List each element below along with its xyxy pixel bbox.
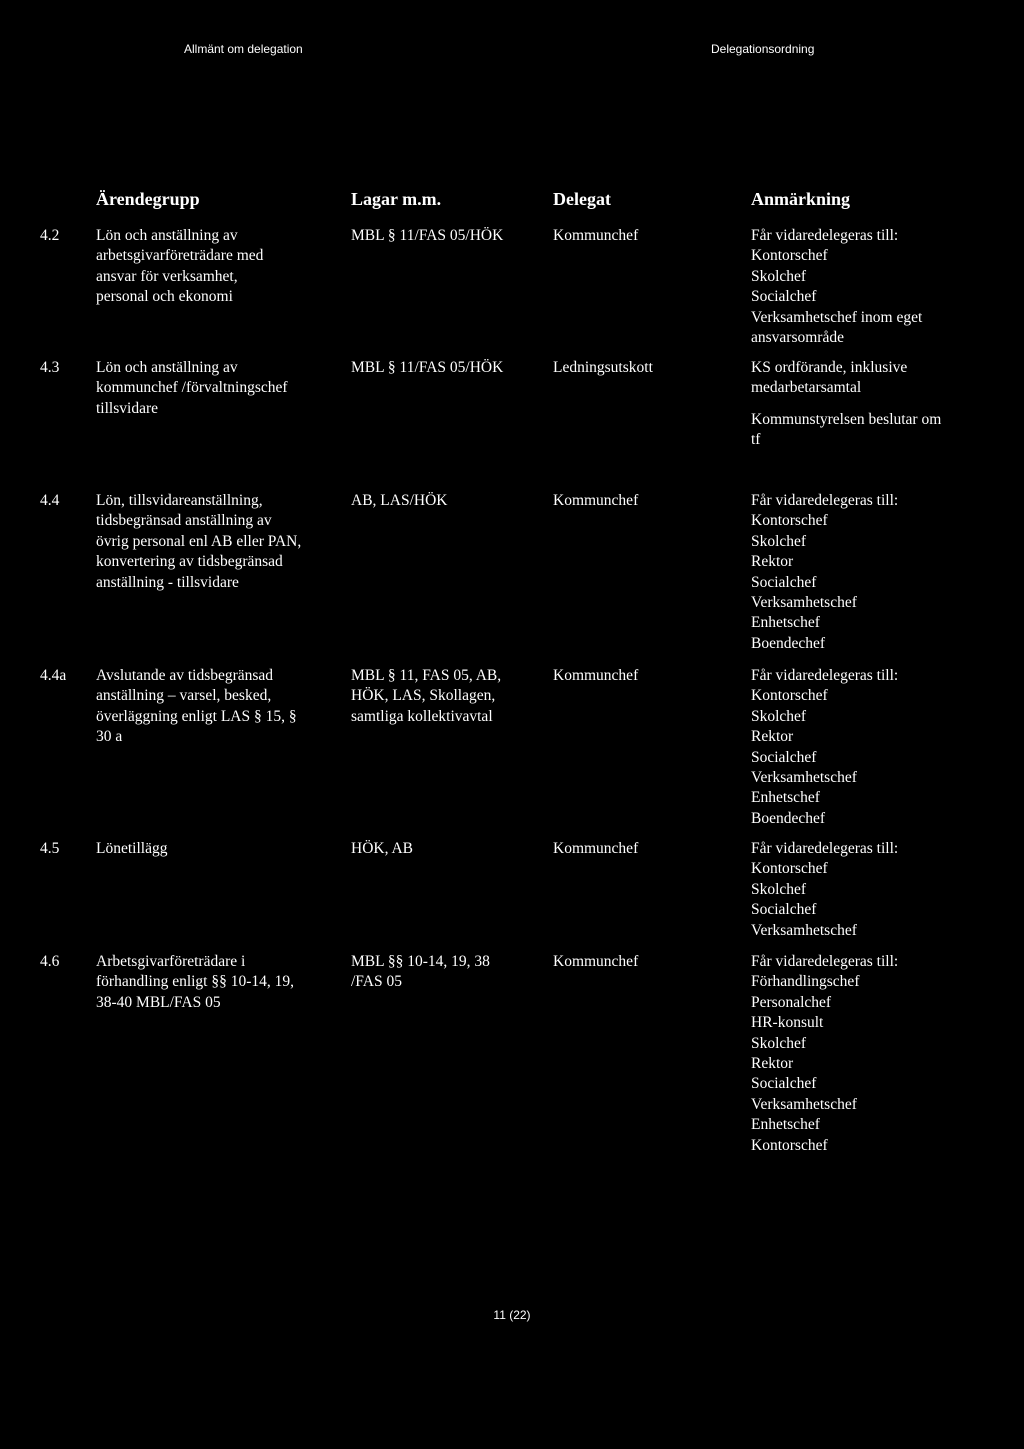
case-group-cell — [96, 666, 297, 748]
cell-line: 38-40 MBL/FAS 05 — [96, 993, 221, 1011]
cell-line: tillsvidare — [96, 399, 158, 417]
cell-line: Enhetschef — [751, 1116, 820, 1134]
delegate-cell — [553, 666, 638, 686]
cell-line: Enhetschef — [751, 789, 820, 807]
cell-line: Får vidaredelegeras till: — [751, 492, 899, 509]
cell-line: Kommunchef — [553, 227, 639, 244]
cell-line: medarbetarsamtal — [751, 379, 862, 397]
cell-line: Kommunstyrelsen beslutar om — [751, 410, 942, 428]
cell-line: kommunchef /förvaltningschef — [96, 379, 288, 397]
cell-line: Får vidaredelegeras till: — [751, 840, 899, 857]
cell-line: anställning – varsel, besked, — [96, 687, 272, 705]
cell-line: Ledningsutskott — [553, 359, 653, 376]
cell-line: Skolchef — [751, 880, 807, 898]
cell-line: Rektor — [751, 1055, 794, 1073]
cell-line: 30 a — [96, 728, 123, 746]
cell-line: Får vidaredelegeras till: — [751, 227, 899, 244]
cell-line: Socialchef — [751, 288, 817, 306]
cell-line: Avslutande av tidsbegränsad — [96, 667, 274, 684]
cell-line: Kontorschef — [751, 1136, 828, 1154]
cell-line: Enhetschef — [751, 614, 820, 632]
cell-line: HÖK, LAS, Skollagen, — [351, 687, 496, 705]
row-number: 4.4a — [40, 667, 67, 684]
cell-line: Kontorschef — [751, 687, 828, 705]
cell-line: Lön och anställning av — [96, 359, 238, 376]
row-number: 4.2 — [40, 227, 60, 244]
note-cell — [751, 952, 898, 1156]
cell-line: MBL § 11/FAS 05/HÖK — [351, 227, 504, 244]
cell-line: Kommunchef — [553, 953, 639, 970]
cell-line: Kommunchef — [553, 492, 639, 509]
cell-line: Rektor — [751, 728, 794, 746]
note-cell — [751, 491, 898, 654]
cell-line: Får vidaredelegeras till: — [751, 667, 899, 684]
cell-line: förhandling enligt §§ 10-14, 19, — [96, 973, 295, 991]
cell-line: övrig personal enl AB eller PAN, — [96, 532, 302, 550]
cell-line: konvertering av tidsbegränsad — [96, 553, 283, 571]
delegate-cell — [553, 226, 638, 246]
page-number: 11 (22) — [493, 1308, 531, 1322]
header-document-title: Delegationsordning — [711, 42, 815, 56]
case-group-cell — [96, 226, 263, 308]
cell-line: MBL §§ 10-14, 19, 38 — [351, 953, 490, 970]
cell-line: Personalchef — [751, 993, 832, 1011]
cell-line: samtliga kollektivavtal — [351, 707, 493, 725]
cell-line: Kontorschef — [751, 860, 828, 878]
cell-line: Kommunchef — [553, 840, 639, 857]
column-header-delegate: Delegat — [553, 189, 611, 209]
delegate-cell — [553, 952, 638, 972]
row-number: 4.3 — [40, 359, 60, 376]
cell-line: tidsbegränsad anställning av — [96, 512, 272, 530]
column-header-group: Ärendegrupp — [96, 189, 200, 209]
cell-line: Skolchef — [751, 707, 807, 725]
note-gap — [751, 399, 941, 410]
row-number: 4.6 — [40, 953, 60, 970]
law-cell — [351, 358, 503, 378]
cell-line: överläggning enligt LAS § 15, § — [96, 707, 297, 725]
cell-line: AB, LAS/HÖK — [351, 492, 448, 509]
cell-line: Skolchef — [751, 1034, 807, 1052]
cell-line: Boendechef — [751, 809, 826, 827]
cell-line: Lön och anställning av — [96, 227, 238, 244]
cell-line: Förhandlingschef — [751, 973, 860, 991]
cell-line: Socialchef — [751, 1075, 817, 1093]
cell-line: ansvarsområde — [751, 329, 844, 347]
cell-line: KS ordförande, inklusive — [751, 359, 908, 376]
cell-line: HÖK, AB — [351, 840, 414, 857]
cell-line: Kommunchef — [553, 667, 639, 684]
cell-line: Socialchef — [751, 748, 817, 766]
cell-line: Verksamhetschef — [751, 1095, 857, 1113]
cell-line: Verksamhetschef — [751, 921, 857, 939]
cell-line: Socialchef — [751, 573, 817, 591]
cell-line: arbetsgivarföreträdare med — [96, 247, 264, 265]
note-cell — [751, 839, 898, 941]
law-cell — [351, 952, 490, 993]
cell-line: Kontorschef — [751, 247, 828, 265]
cell-line: Skolchef — [751, 267, 807, 285]
row-number: 4.4 — [40, 492, 60, 509]
delegate-cell — [553, 491, 638, 511]
cell-line: HR-konsult — [751, 1014, 824, 1032]
column-header-law: Lagar m.m. — [351, 189, 442, 209]
case-group-cell — [96, 491, 301, 593]
delegate-cell — [553, 839, 638, 859]
cell-line: Verksamhetschef — [751, 594, 857, 612]
cell-line: Får vidaredelegeras till: — [751, 953, 899, 970]
cell-line: Verksamhetschef inom eget — [751, 308, 923, 326]
cell-line: Lön, tillsvidareanställning, — [96, 492, 263, 509]
note-cell — [751, 358, 941, 451]
cell-line: /FAS 05 — [351, 973, 402, 991]
header-section-title: Allmänt om delegation — [184, 42, 303, 56]
cell-line: Kontorschef — [751, 512, 828, 530]
cell-line: Socialchef — [751, 901, 817, 919]
cell-line: MBL § 11, FAS 05, AB, — [351, 667, 502, 684]
cell-line: Lönetillägg — [96, 840, 168, 857]
cell-line: Skolchef — [751, 532, 807, 550]
cell-line: tf — [751, 431, 761, 449]
note-cell — [751, 226, 922, 348]
cell-line: MBL § 11/FAS 05/HÖK — [351, 359, 504, 376]
law-cell — [351, 839, 413, 859]
case-group-cell — [96, 358, 288, 419]
cell-line: Arbetsgivarföreträdare i — [96, 953, 246, 970]
law-cell — [351, 226, 503, 246]
cell-line: ansvar för verksamhet, — [96, 267, 238, 285]
law-cell — [351, 491, 447, 511]
cell-line: personal och ekonomi — [96, 288, 233, 306]
cell-line: anställning - tillsvidare — [96, 573, 239, 591]
delegate-cell — [553, 358, 653, 378]
note-cell — [751, 666, 898, 829]
cell-line: Rektor — [751, 553, 794, 571]
case-group-cell — [96, 839, 167, 859]
cell-line: Verksamhetschef — [751, 769, 857, 787]
row-number: 4.5 — [40, 840, 60, 857]
case-group-cell — [96, 952, 294, 1013]
cell-line: Boendechef — [751, 634, 826, 652]
column-header-note: Anmärkning — [751, 189, 851, 209]
law-cell — [351, 666, 501, 727]
